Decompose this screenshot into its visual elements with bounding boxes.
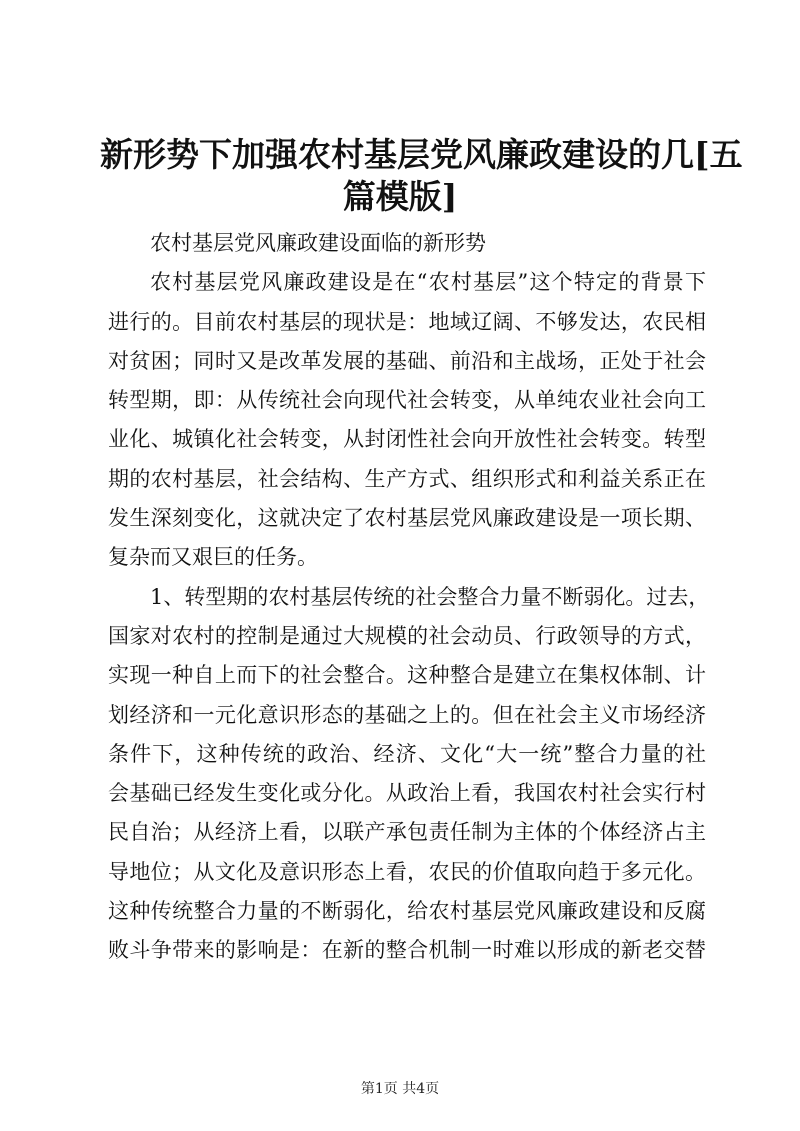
page-footer: 第1页 共4页: [360, 1081, 440, 1097]
text-line: 发生深刻变化，这就决定了农村基层党风廉政建设是一项长期、: [108, 506, 706, 531]
text-line: 民自治；从经济上看，以联产承包责任制为主体的个体经济占主: [108, 820, 706, 845]
section-heading: 农村基层党风廉政建设面临的新形势: [150, 231, 486, 255]
title-line: 新形势下加强农村基层党风廉政建设的几[五: [100, 135, 743, 174]
text-line: 业化、城镇化社会转变，从封闭性社会向开放性社会转变。转型: [108, 427, 706, 452]
paragraph: [108, 267, 706, 581]
text-line: 导地位；从文化及意识形态上看，农民的价值取向趋于多元化。: [108, 859, 706, 884]
text-line: 国家对农村的控制是通过大规模的社会动员、行政领导的方式，: [108, 623, 706, 648]
text-line: 会基础已经发生变化或分化。从政治上看，我国农村社会实行村: [108, 781, 706, 806]
text-line: 败斗争带来的影响是：在新的整合机制一时难以形成的新老交替: [108, 938, 706, 963]
document-body: [108, 228, 710, 975]
text-line: 这种传统整合力量的不断弱化，给农村基层党风廉政建设和反腐: [108, 899, 706, 924]
title-line: 篇模版]: [342, 177, 458, 216]
text-line: 条件下，这种传统的政治、经济、文化“大一统”整合力量的社: [108, 741, 706, 766]
text-line: 转型期，即：从传统社会向现代社会转变，从单纯农业社会向工: [108, 388, 706, 413]
text-line: 1、转型期的农村基层传统的社会整合力量不断弱化。过去，: [150, 584, 710, 609]
text-line: 划经济和一元化意识形态的基础之上的。但在社会主义市场经济: [108, 702, 706, 727]
text-line: 复杂而又艰巨的任务。: [108, 545, 318, 570]
text-line: 农村基层党风廉政建设是在“农村基层”这个特定的背景下: [150, 270, 706, 295]
text-line: 进行的。目前农村基层的现状是：地域辽阔、不够发达，农民相: [108, 309, 706, 334]
paragraph: [108, 582, 710, 975]
text-line: 实现一种自上而下的社会整合。这种整合是建立在集权体制、计: [108, 663, 706, 688]
text-line: 期的农村基层，社会结构、生产方式、组织形式和利益关系正在: [108, 466, 706, 491]
text-line: 对贫困；同时又是改革发展的基础、前沿和主战场，正处于社会: [108, 348, 706, 373]
document-title: [100, 134, 743, 218]
